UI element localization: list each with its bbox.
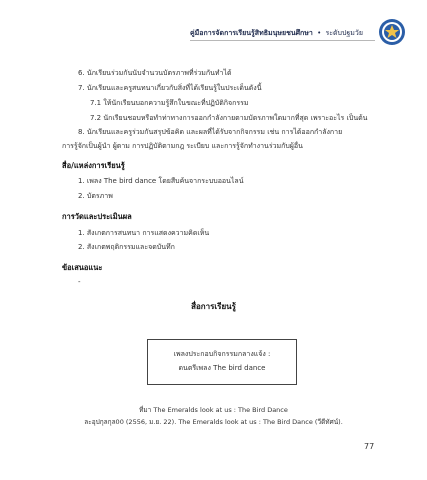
song-box	[147, 339, 297, 385]
step-7-1: 7.1 ให้นักเรียนบอกความรู้สึกในขณะที่ปฏิบัติกิจกรรม	[90, 99, 249, 107]
step-7-2: 7.2 นักเรียนชอบหรือทำท่าทางการออกกำลังกายตามบัตรภาพใดมากที่สุด เพราะอะไร เป็นต้น	[90, 114, 368, 122]
media-heading: สื่อ/แหล่งการเรียนรู้	[62, 161, 125, 170]
header-separator: •	[317, 29, 322, 37]
suggestions-body: -	[78, 278, 81, 286]
suggestions-heading: ข้อเสนอแนะ	[62, 263, 103, 272]
page-number: 77	[364, 442, 375, 451]
source-line-2: ละอุปกุลกุล00 (2556, ม.ย. 22). The Emeralds look at us : The Bird Dance (วีดีทัศน์).	[84, 418, 343, 426]
media-item-1: 1. เพลง The bird dance โดยสืบค้นจากระบบออนไลน์	[78, 177, 244, 185]
evaluation-heading: การวัดและประเมินผล	[62, 212, 132, 221]
emblem-icon	[378, 18, 406, 46]
learning-media-title: สื่อการเรียนรู้	[191, 302, 236, 311]
step-6: 6. นักเรียนร่วมกันนับจำนวนบัตรภาพที่ร่วมกันทำได้	[78, 69, 232, 77]
step-8: 8. นักเรียนและครูร่วมกันสรุปข้อคิด และผลที่ได้รับจากกิจกรรม เช่น การได้ออกกำลังกาย	[78, 128, 343, 136]
evaluation-item-2: 2. สังเกตพฤติกรรมและจดบันทึก	[78, 243, 175, 251]
step-7: 7. นักเรียนและครูสนทนาเกี่ยวกับสิ่งที่ได้เรียนรู้ในประเด็นดังนี้	[78, 84, 262, 92]
header-rule	[190, 40, 375, 41]
header-level: ระดับปฐมวัย	[325, 29, 363, 37]
song-box-line-1: เพลงประกอบกิจกรรมกลางแจ้ง :	[173, 350, 271, 358]
step-8-cont: การรู้จักเป็นผู้นำ ผู้ตาม การปฏิบัติตามกฎ ระเบียบ และการรู้จักทำงานร่วมกับผู้อื่น	[62, 142, 303, 150]
source-line-1: ที่มา The Emeralds look at us : The Bird Dance	[139, 406, 288, 414]
header-title: คู่มือการจัดการเรียนรู้สิทธิมนุษยชนศึกษา	[190, 29, 313, 37]
song-box-line-2: ดนตรีเพลง The bird dance	[178, 364, 266, 372]
running-header	[190, 26, 370, 40]
media-item-2: 2. บัตรภาพ	[78, 192, 113, 200]
evaluation-item-1: 1. สังเกตการสนทนา การแสดงความคิดเห็น	[78, 229, 210, 237]
